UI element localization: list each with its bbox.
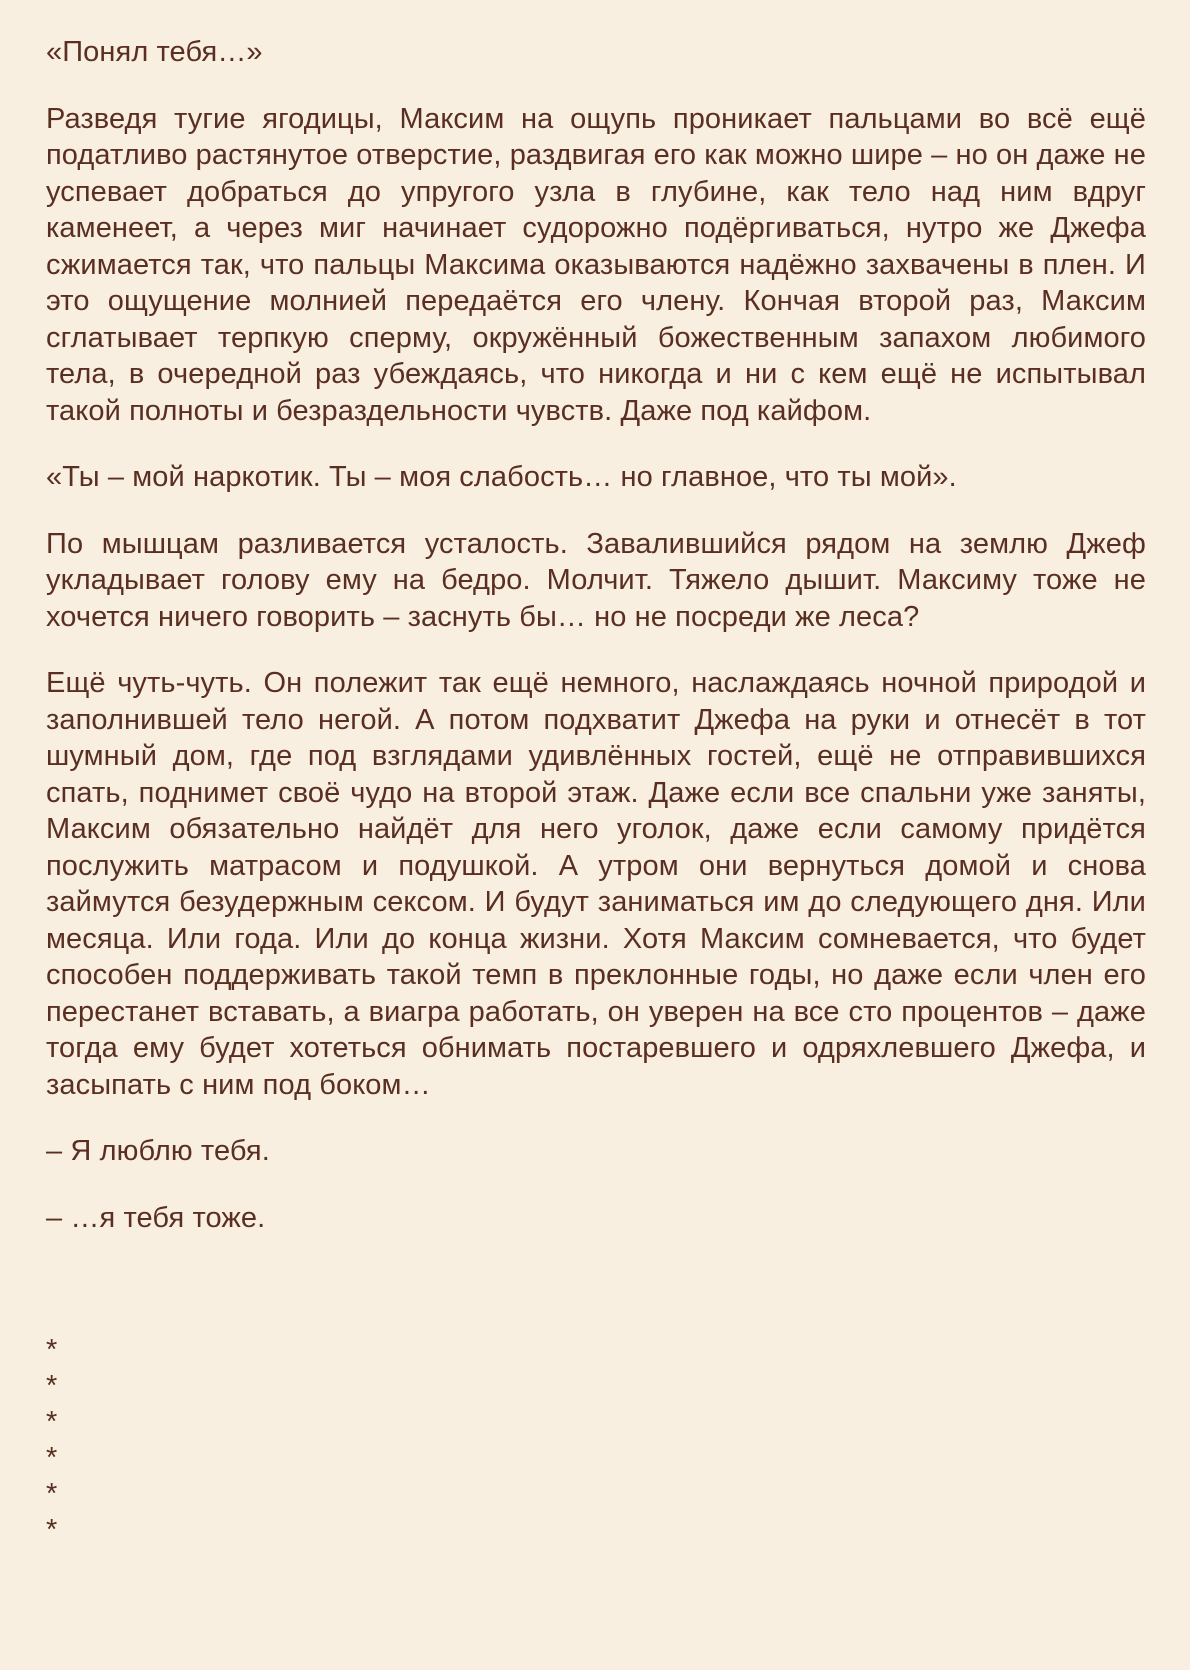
separator-star: *: [46, 1478, 58, 1510]
separator-star: *: [46, 1334, 58, 1366]
paragraph-2: По мышцам разливается усталость. Завалившийся рядом на землю Джеф укладывает голову ему на бедро. Молчит. Тяжело дышит. Максиму тоже не хочется ничего говорить – заснуть бы… но не посреди же леса?: [46, 527, 1146, 633]
paragraph-quote-1: «Понял тебя…»: [46, 36, 263, 68]
section-separator: [46, 1332, 1146, 1548]
separator-star: *: [46, 1514, 58, 1546]
separator-star: *: [46, 1370, 58, 1402]
paragraph-1: Разведя тугие ягодицы, Максим на ощупь проникает пальцами во всё ещё податливо растянутое отверстие, раздвигая его как можно шире – но он даже не успевает добраться до упругого узла в глубине, как тело над ним вдруг каменеет, а через миг начинает судорожно подёргиваться, нутро же Джефа сжимается так, что пальцы Максима оказываются надёжно захвачены в плен. И это ощущение молнией передаётся его члену. Кончая второй раз, Максим сглатывает терпкую сперму, окружённый божественным запахом любимого тела, в очередной раз убеждаясь, что никогда и ни с кем ещё не испытывал такой полноты и безраздельности чувств. Даже под кайфом.: [46, 102, 1146, 427]
paragraph-quote-2: «Ты – мой наркотик. Ты – моя слабость… но главное, что ты мой».: [46, 461, 957, 493]
dialogue-line-2: – …я тебя тоже.: [46, 1201, 266, 1234]
dialogue-line-1: – Я люблю тебя.: [46, 1135, 270, 1167]
separator-star: *: [46, 1406, 58, 1438]
paragraph-3: Ещё чуть-чуть. Он полежит так ещё немного, наслаждаясь ночной природой и заполнившей тело негой. А потом подхватит Джефа на руки и отнесёт в тот шумный дом, где под взглядами удивлённых гостей, ещё не отправившихся спать, поднимет своё чудо на второй этаж. Даже если все спальни уже заняты, Максим обязательно найдёт для него уголок, даже если самому придётся послужить матрасом и подушкой. А утром они вернуться домой и снова займутся безудержным сексом. И будут заниматься им до следующего дня. Или месяца. Или года. Или до конца жизни. Хотя Максим сомневается, что будет способен поддерживать такой темп в преклонные годы, но даже если член его перестанет вставать, а виагра работать, он уверен на все сто процентов – даже тогда ему будет хотеться обнимать постаревшего и одряхлевшего Джефа, и засыпать с ним под боком…: [46, 667, 1146, 1101]
section-gap: [46, 1266, 1146, 1332]
separator-star: *: [46, 1442, 58, 1474]
